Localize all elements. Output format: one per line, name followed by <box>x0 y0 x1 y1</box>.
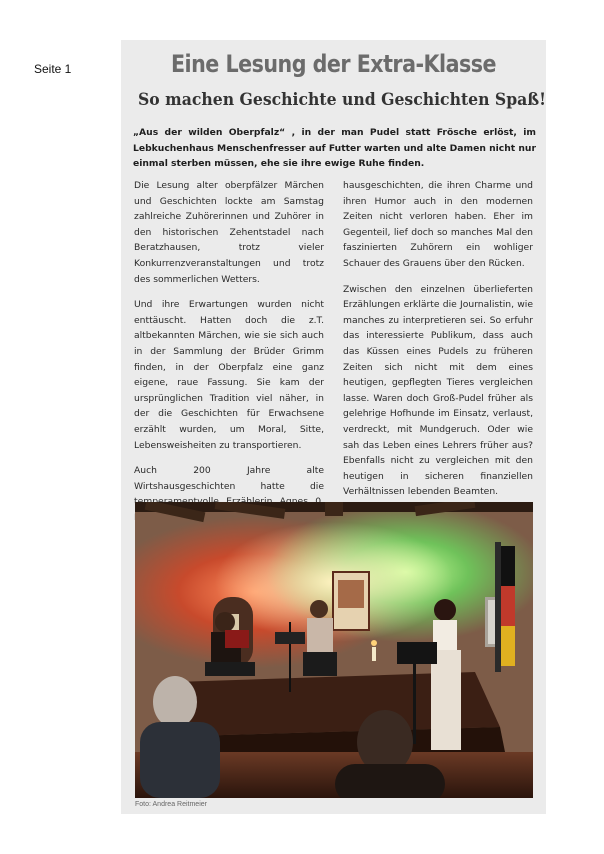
article-right-column <box>343 178 533 510</box>
page-number-label: Seite 1 <box>34 62 72 76</box>
event-photo <box>135 502 533 798</box>
article-lead: „Aus der wilden Oberpfalz“ , in der man Pudel statt Frösche erlöst, im Lebkuchenhaus Menschenfresser auf Futter warten und alte Damen nicht nur einmal sterben müssen, ehe sie ihre ewige Ruhe finden. <box>133 127 536 169</box>
paragraph: Auch 200 Jahre alte Wirtshausgeschichten hatte die <box>134 465 324 492</box>
photo-credit: Foto: Andrea Reitmeier <box>135 801 207 808</box>
article-subheadline: So machen Geschichte und Geschichten Spaß! <box>138 90 547 110</box>
paragraph: Zwischen den einzelnen überlieferten Erzählungen erklärte die Journalistin, wie manches zu interpretieren sei. So erfuhr das interessierte Publikum, dass auch das Küssen eines Pudels zu früheren Zeiten sich nicht mit dem eines heutigen, gepflegten Tieres vergleichen lasse. Waren doch Groß-Pudel früher als gelehrige Hofhunde im Einsatz, verlaust, verdreckt, mit Mundgeruch. Oder wie sah das Leben eines Lehrers früher aus? Ebenfalls nicht zu vergleichen mit den heutigen in sicheren finanziellen Verhältnissen lebenden Beamten. <box>343 283 533 498</box>
paragraph: hausgeschichten, die ihren Charme und ihren Humor auch in den modernen Zeiten nicht verloren haben. Eher im Gegenteil, lief doch so manches Mal den faszinierten Zuhörern ein wohliger Schauer des Grauens über den Rücken. <box>343 180 533 269</box>
article-sheet <box>121 40 546 814</box>
article-headline: Eine Lesung der Extra-Klasse <box>170 50 497 78</box>
paragraph: Die Lesung alter oberpfälzer Märchen und Geschichten lockte am Samstag zahlreiche Zuhörerinnen und Zuhörer in den historischen Zehentstadel nach Beratzhausen, trotz vieler Konkurrenzveranstaltungen und trotz des sommerlichen Wetters. <box>134 180 324 285</box>
article-left-column <box>134 178 324 535</box>
paragraph: Und ihre Erwartungen wurden nicht enttäuscht. Hatten doch die z.T. altbekannten Märchen, wie sie sich auch in der Sammlung der Brüder Grimm finden, in der Oberpfalz eine ganz eigene, raue Fassung. Sie kam der ursprünglichen Tradition viel näher, in der die Geschichten für Erwachsene erzählt wurden, um Moral, Sitte, Lebensweisheiten zu transportieren. <box>134 299 324 451</box>
